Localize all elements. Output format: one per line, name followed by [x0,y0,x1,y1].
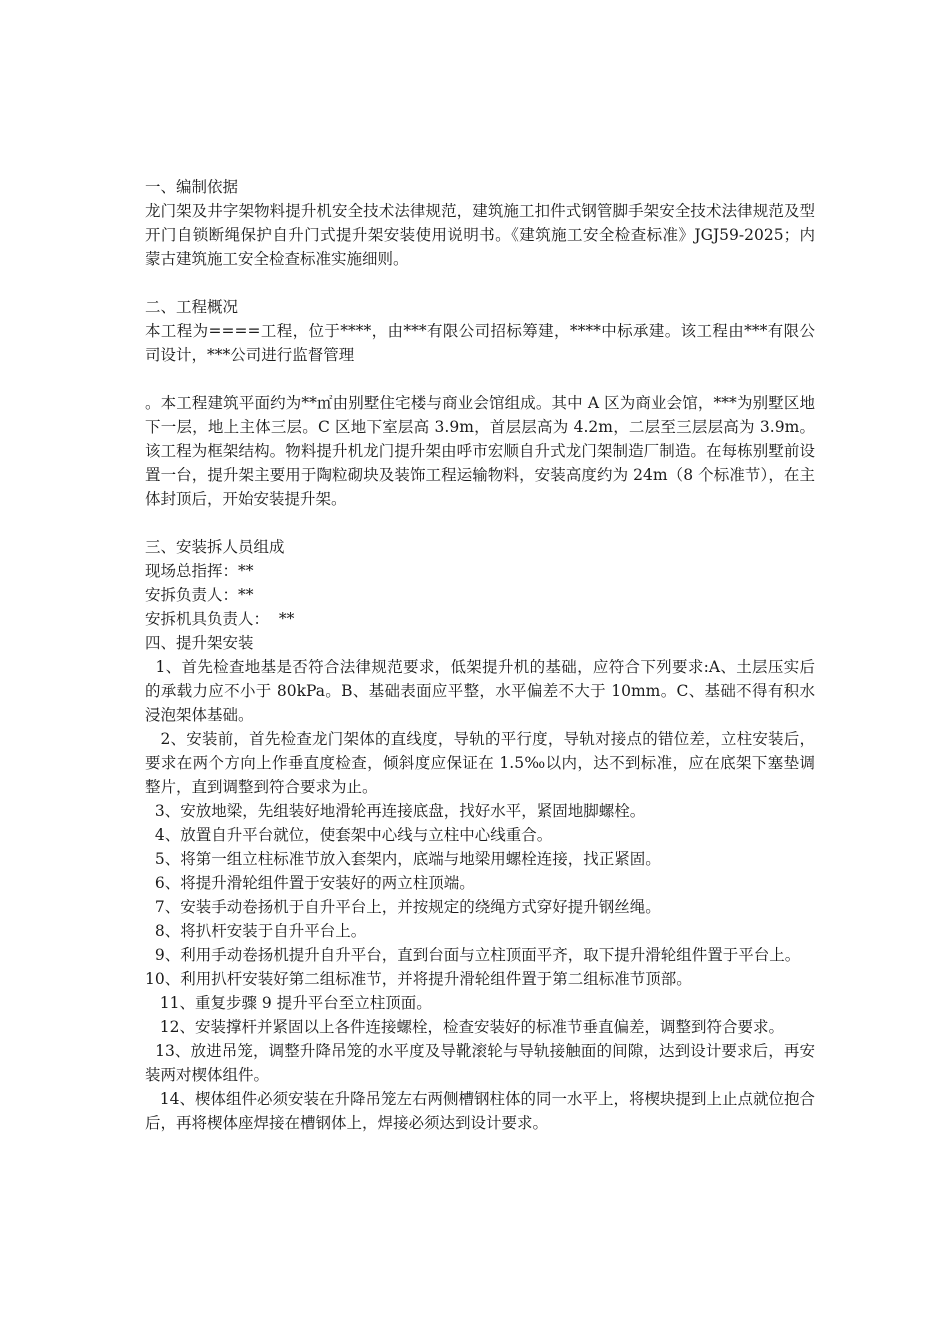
personnel-commander: 现场总指挥：** [145,562,254,580]
section-2-paragraph-1: 本工程为====工程，位于****，由***有限公司招标筹建，****中标承建。该工程由***有限公司设计，***公司进行监督管理 [145,322,815,364]
step-2: 2、安装前，首先检查龙门架体的直线度，导轨的平行度，导轨对接点的错位差，立柱安装后，要求在两个方向上作垂直度检查，倾斜度应保证在 1.5‰以内，达不到标准，应在底架下塞垫调整片，直到调整到符合要求为止。 [145,730,815,796]
step-13: 13、放进吊笼，调整升降吊笼的水平度及导靴滚轮与导轨接触面的间隙，达到设计要求后，再安装两对楔体组件。 [145,1042,815,1084]
blank-line [145,511,815,535]
step-9: 9、利用手动卷扬机提升自升平台，直到台面与立柱顶面平齐，取下提升滑轮组件置于平台上。 [145,946,801,964]
personnel-supervisor: 安拆负责人：** [145,586,254,604]
step-8: 8、将扒杆安装于自升平台上。 [145,922,367,940]
section-2-paragraph-2: 。本工程建筑平面约为**㎡由别墅住宅楼与商业会馆组成。其中 A 区为商业会馆，***为别墅区地下一层，地上主体三层。C 区地下室层高 3.9m，首层层高为 4.2m，二层至三层层高为 3.9m。该工程为框架结构。物料提升机龙门提升架由呼市宏顺自升式龙门架制造厂制造。在每栋别墅前设置一台，提升架主要用于陶粒砌块及装饰工程运输物料，安装高度约为 24m（8 个标准节），在主体封顶后，开始安装提升架。 [145,394,815,508]
step-5: 5、将第一组立柱标准节放入套架内，底端与地梁用螺栓连接，找正紧固。 [145,850,661,868]
step-3: 3、安放地梁，先组装好地滑轮再连接底盘，找好水平，紧固地脚螺栓。 [145,802,646,820]
section-4-heading: 四、提升架安装 [145,634,254,652]
step-7: 7、安装手动卷扬机于自升平台上，并按规定的绕绳方式穿好提升钢丝绳。 [145,898,661,916]
document-body [145,175,815,1135]
step-1: 1、首先检查地基是否符合法律规范要求，低架提升机的基础，应符合下列要求:A、土层压实后的承载力应不小于 80kPa。B、基础表面应平整，水平偏差不大于 10mm。C、基础不得有积水浸泡架体基础。 [145,658,815,724]
step-6: 6、将提升滑轮组件置于安装好的两立柱顶端。 [145,874,475,892]
step-11: 11、重复步骤 9 提升平台至立柱顶面。 [145,994,432,1012]
blank-line [145,367,815,391]
personnel-equipment-lead: 安拆机具负责人： ** [145,610,295,628]
step-14: 14、楔体组件必须安装在升降吊笼左右两侧槽钢柱体的同一水平上，将楔块提到上止点就位抱合后，再将楔体座焊接在槽钢体上，焊接必须达到设计要求。 [145,1090,816,1132]
step-4: 4、放置自升平台就位，使套架中心线与立柱中心线重合。 [145,826,553,844]
blank-line [145,271,815,295]
step-10: 10、利用扒杆安装好第二组标准节，并将提升滑轮组件置于第二组标准节顶部。 [145,970,692,988]
section-2-heading: 二、工程概况 [145,298,239,316]
section-3-heading: 三、安装拆人员组成 [145,538,285,556]
section-1-paragraph: 龙门架及井字架物料提升机安全技术法律规范，建筑施工扣件式钢管脚手架安全技术法律规范及型开门自锁断绳保护自升门式提升架安装使用说明书。《建筑施工安全检查标准》JGJ59-2025；内蒙古建筑施工安全检查标准实施细则。 [145,202,815,268]
step-12: 12、安装撑杆并紧固以上各件连接螺栓，检查安装好的标准节垂直偏差，调整到符合要求。 [145,1018,785,1036]
section-1-heading: 一、编制依据 [145,178,239,196]
